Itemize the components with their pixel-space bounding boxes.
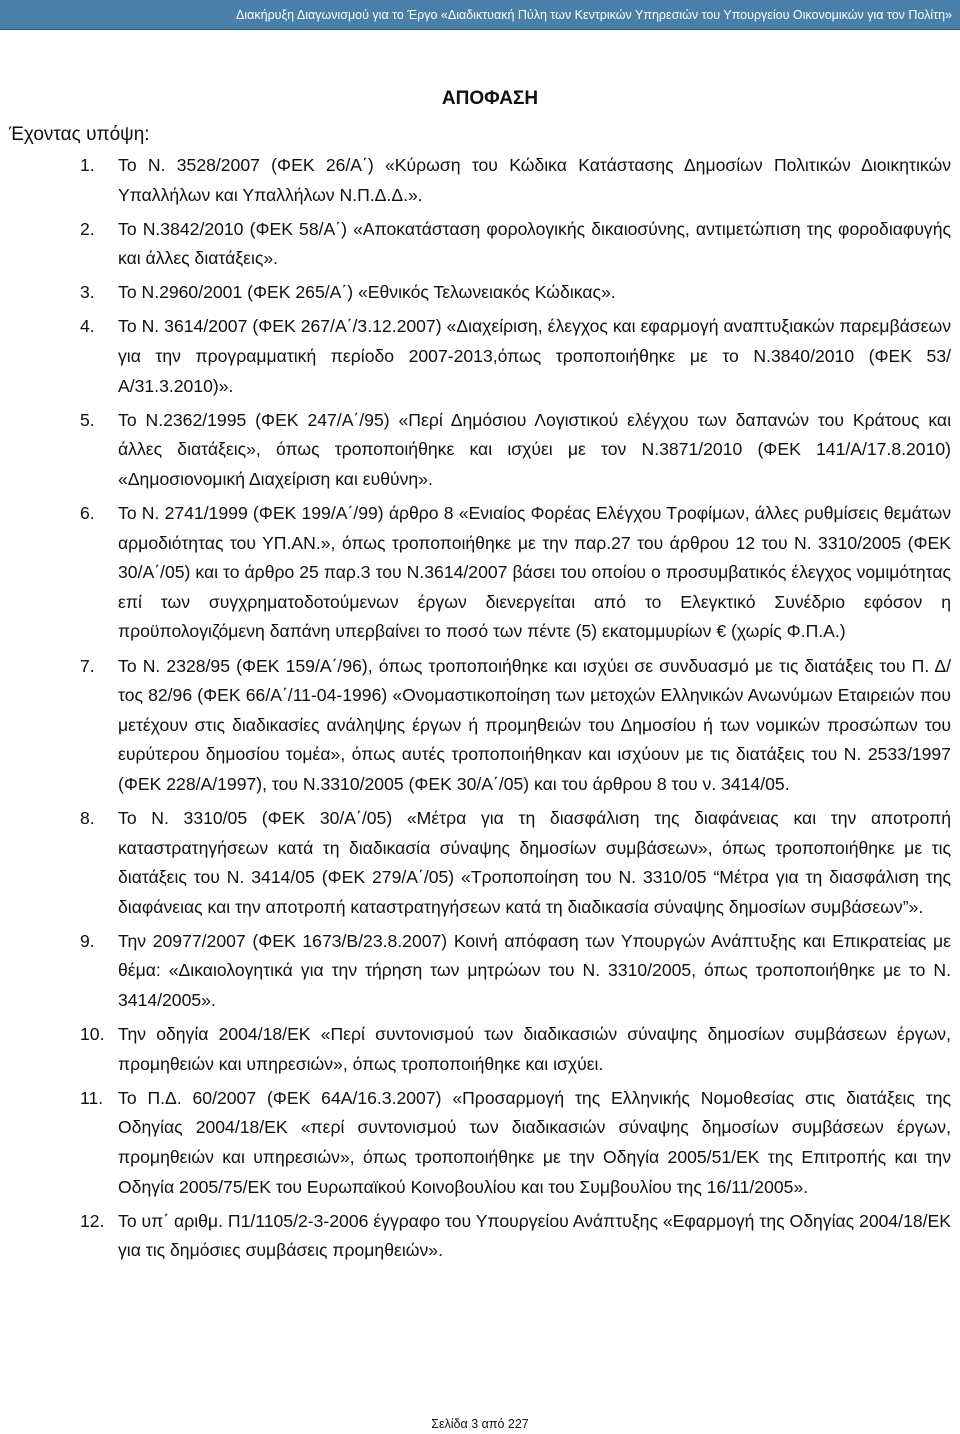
item-text: Το Ν. 3614/2007 (ΦΕΚ 267/Α΄/3.12.2007) «Διαχείριση, έλεγχος και εφαρμογή αναπτυξιακών παρεμβάσεων για την προγραμματική περίοδο 2007-2013,όπως τροποποιήθηκε με το Ν.3840/2010 (ΦΕΚ 53/Α/31.3.2010)». [118, 316, 951, 396]
item-number: 11. [80, 1087, 104, 1108]
item-text: Το Ν. 3310/05 (ΦΕΚ 30/Α΄/05) «Μέτρα για τη διασφάλιση της διαφάνειας και την αποτροπή καταστρατηγήσεων κατά τη διαδικασία σύναψης δημοσίων συμβάσεων», όπως τροποποιήθηκε με τις διατάξεις του Ν. 3414/05 (ΦΕΚ 279/Α΄/05) «Τροποποίηση του Ν. 3310/05 “Μέτρα για τη διασφάλιση της διαφάνειας και την αποτροπή καταστρατηγήσεων κατά τη διαδικασία σύναψης δημοσίων συμβάσεων”». [118, 807, 951, 917]
item-number: 4. [80, 316, 95, 337]
item-text: Την 20977/2007 (ΦΕΚ 1673/Β/23.8.2007) Κοινή απόφαση των Υπουργών Ανάπτυξης και Επικρατείας με θέμα: «Δικαιολογητικά για την τήρηση των μητρώων του Ν. 3310/2005, όπως τροποποιήθηκε με το Ν. 3414/2005». [118, 930, 951, 1011]
list-item [80, 927, 951, 1016]
page-number: Σελίδα 3 από 227 [431, 1417, 529, 1431]
item-number: 9. [80, 930, 95, 951]
intro-text: Έχοντας υπόψη: [9, 124, 150, 145]
item-text: Το Ν. 2741/1999 (ΦΕΚ 199/Α΄/99) άρθρο 8 «Ενιαίος Φορέας Ελέγχου Τροφίμων, άλλες ρυθμίσεις θεμάτων αρμοδιότητας του ΥΠ.ΑΝ.», όπως τροποποιήθηκε με την παρ.27 του άρθρου 12 του Ν. 3310/2005 (ΦΕΚ 30/Α΄/05) και το άρθρο 25 παρ.3 του Ν.3614/2007 βάσει του οποίου ο προσυμβατικός έλεγχος νομιμότητας επί των συγχρηματοδοτούμενων έργων διενεργείται από το Ελεγκτικό Συνέδριο εφόσον η προϋπολογιζόμενη δαπάνη υπερβαίνει το ποσό των πέντε (5) εκατομμυρίων € (χωρίς Φ.Π.Α.) [118, 503, 951, 642]
item-number: 2. [80, 218, 95, 239]
list-item [80, 1207, 951, 1266]
document-header-bar [0, 0, 960, 30]
list-item [80, 499, 951, 647]
list-item [80, 804, 951, 922]
item-text: Το Ν. 3528/2007 (ΦΕΚ 26/Α΄) «Κύρωση του Κώδικα Κατάστασης Δημοσίων Πολιτικών Διοικητικών Υπαλλήλων και Υπαλλήλων Ν.Π.Δ.Δ.». [118, 155, 951, 205]
item-text: Το Ν.3842/2010 (ΦΕΚ 58/Α΄) «Αποκατάσταση φορολογικής δικαιοσύνης, αντιμετώπιση της φοροδιαφυγής και άλλες διατάξεις». [118, 218, 951, 269]
item-text: Το Ν.2960/2001 (ΦΕΚ 265/Α΄) «Εθνικός Τελωνειακός Κώδικας». [118, 282, 616, 303]
list-item [80, 151, 951, 210]
item-number: 5. [80, 409, 95, 430]
item-number: 10. [80, 1024, 105, 1045]
list-item [80, 652, 951, 800]
item-number: 8. [80, 807, 95, 828]
item-text: Το Ν. 2328/95 (ΦΕΚ 159/Α΄/96), όπως τροποποιήθηκε και ισχύει σε συνδυασμό με τις διατάξεις του Π. Δ/τος 82/96 (ΦΕΚ 66/Α΄/11-04-1996) «Ονομαστικοποίηση των μετοχών Ελληνικών Ανωνύμων Εταιρειών που μετέχουν στις διαδικασίες ανάληψης έργων ή προμηθειών του Δημοσίου ή των νομικών προσώπων του ευρύτερου δημοσίου τομέα», όπως αυτές τροποποιήθηκαν και ισχύουν με τις διατάξεις του Ν. 2533/1997 (ΦΕΚ 228/Α/1997), του Ν.3310/2005 (ΦΕΚ 30/Α΄/05) και του άρθρου 8 του ν. 3414/05. [118, 655, 951, 794]
item-number: 3. [80, 282, 95, 303]
item-number: 12. [80, 1210, 105, 1231]
decision-title: ΑΠΟΦΑΣΗ [441, 88, 539, 109]
item-text: Το Ν.2362/1995 (ΦΕΚ 247/Α΄/95) «Περί Δημόσιου Λογιστικού ελέγχου των δαπανών του Κράτους και άλλες διατάξεις», όπως τροποποιήθηκε και ισχύει με τον Ν.3871/2010 (ΦΕΚ 141/Α/17.8.2010) «Δημοσιονομική Διαχείριση και ευθύνη». [118, 409, 951, 489]
item-text: Την οδηγία 2004/18/ΕΚ «Περί συντονισμού των διαδικασιών σύναψης δημοσίων συμβάσεων έργων, προμηθειών και υπηρεσιών», όπως τροποποιήθηκε και ισχύει. [118, 1024, 951, 1074]
list-item [80, 1020, 951, 1079]
header-title: Διακήρυξη Διαγωνισμού για το Έργο «Διαδικτυακή Πύλη των Κεντρικών Υπηρεσιών του Υπουργείου Οικονομικών για τον Πολίτη» [236, 7, 952, 22]
list-item [80, 215, 951, 274]
item-text: Το υπ΄ αριθμ. Π1/1105/2-3-2006 έγγραφο του Υπουργείου Ανάπτυξης «Εφαρμογή της Οδηγίας 2004/18/ΕΚ για τις δημόσιες συμβάσεις προμηθειών». [118, 1210, 951, 1261]
considerations-list [80, 151, 951, 1270]
list-item [80, 278, 951, 308]
list-item [80, 1084, 951, 1202]
item-number: 6. [80, 503, 95, 524]
item-text: Το Π.Δ. 60/2007 (ΦΕΚ 64Α/16.3.2007) «Προσαρμογή της Ελληνικής Νομοθεσίας στις διατάξεις της Οδηγίας 2004/18/ΕΚ «περί συντονισμού των διαδικασιών σύναψης δημοσίων συμβάσεων έργων, προμηθειών και υπηρεσιών», όπως τροποποιήθηκε με την Οδηγία 2005/51/ΕΚ της Επιτροπής και την Οδηγία 2005/75/ΕΚ του Ευρωπαϊκού Κοινοβουλίου και του Συμβουλίου της 16/11/2005». [118, 1087, 951, 1197]
list-item [80, 406, 951, 495]
item-number: 1. [80, 155, 95, 175]
list-item [80, 312, 951, 401]
item-number: 7. [80, 655, 95, 676]
